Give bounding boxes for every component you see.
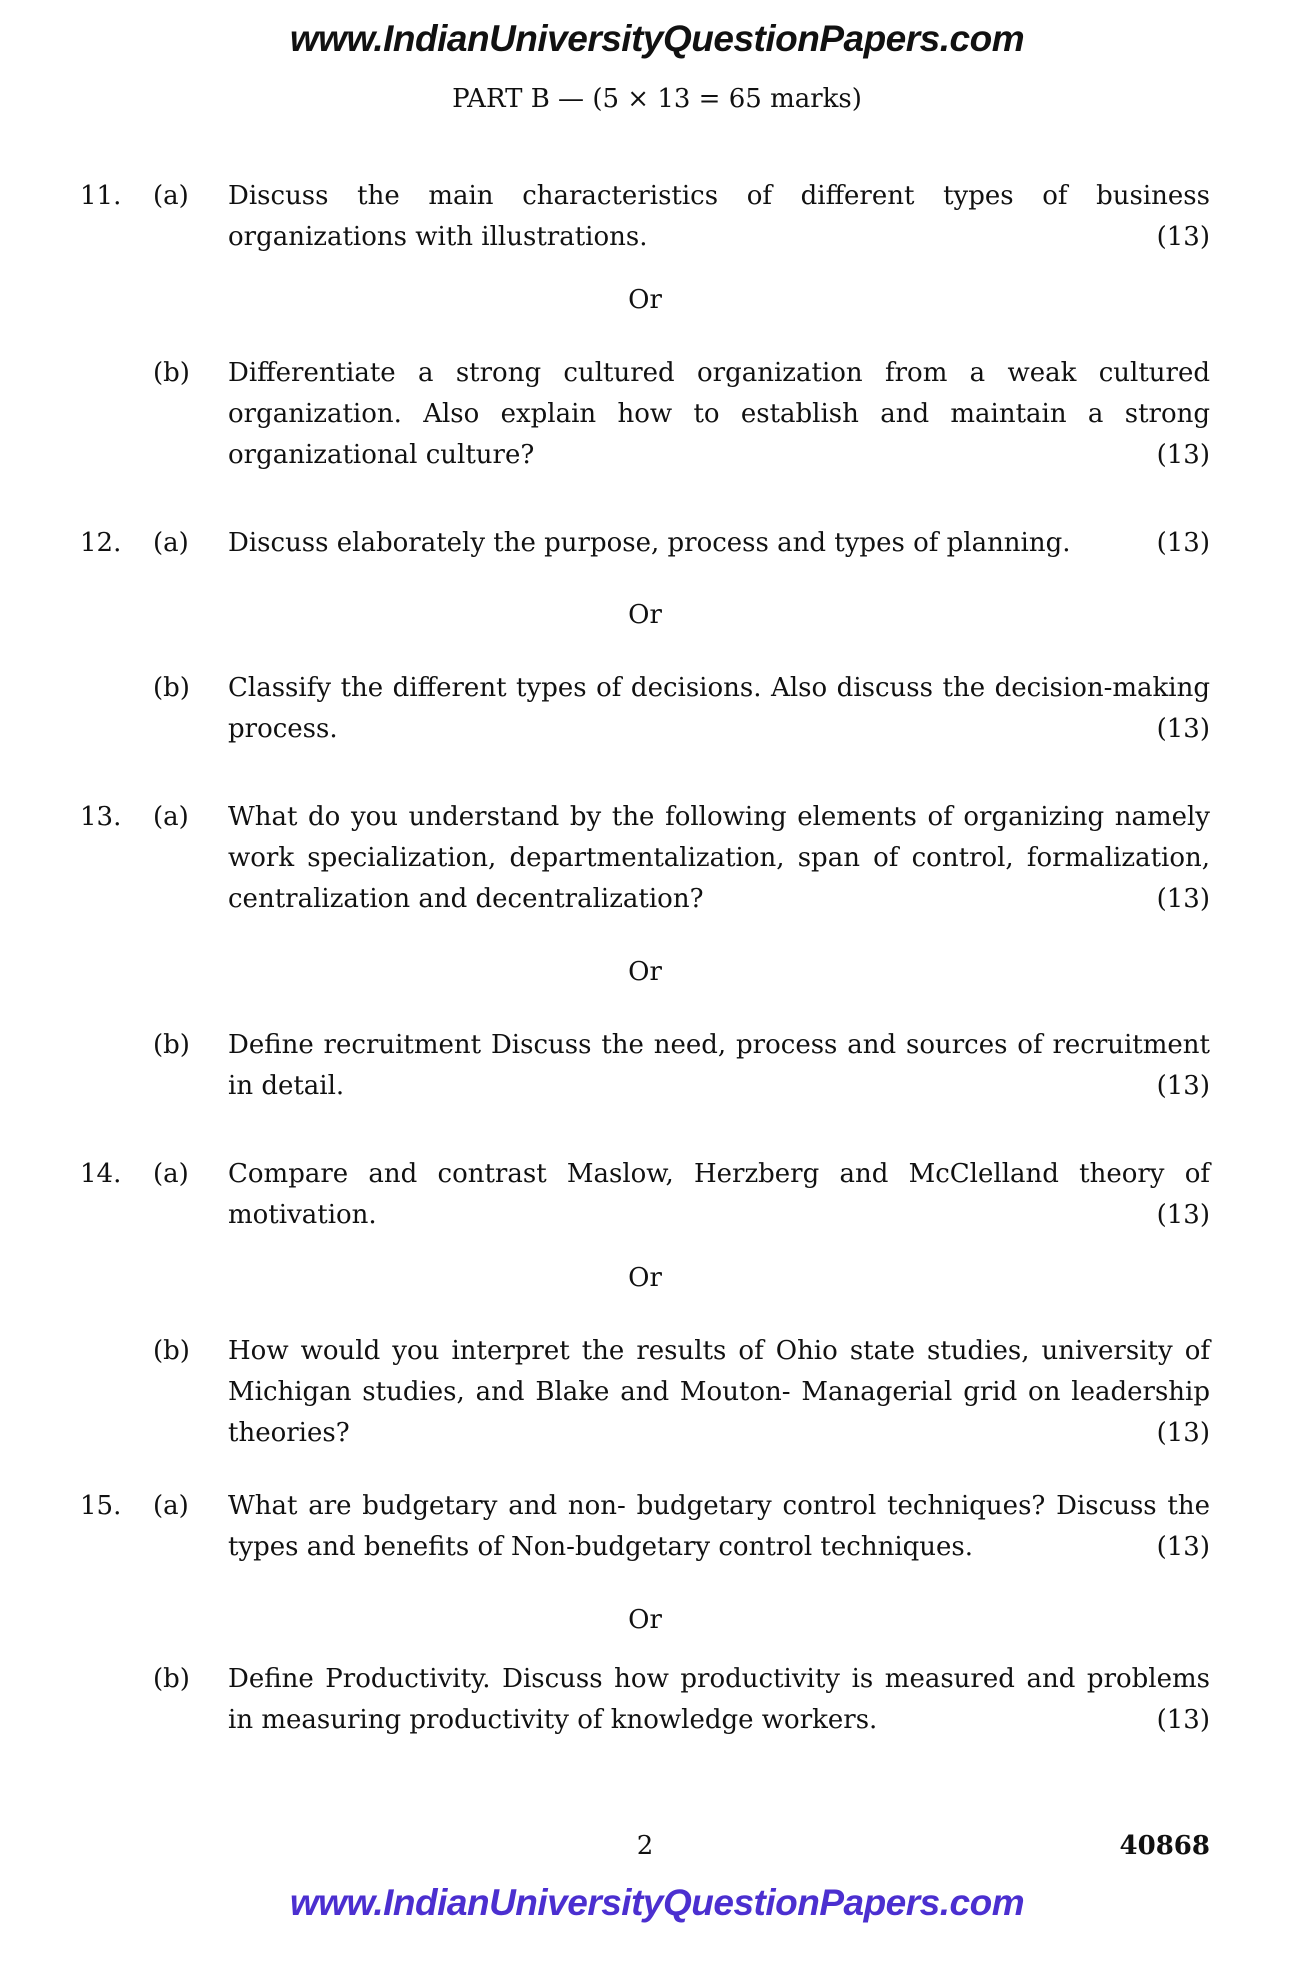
question-marks: (13) [1156, 1418, 1210, 1448]
question-text [228, 1154, 1210, 1236]
question-line: organizations with illustrations. [228, 222, 648, 252]
question-line: process. [228, 714, 338, 744]
question-line: Define Productivity. Discuss how productivity is measured and problems [228, 1664, 1210, 1694]
question-marks: (13) [1156, 884, 1210, 914]
question-number: 15. [80, 1491, 122, 1521]
question-text [228, 1486, 1210, 1568]
or-separator: Or [628, 285, 662, 315]
or-separator: Or [628, 957, 662, 987]
or-separator: Or [628, 600, 662, 630]
question-label: (a) [153, 802, 189, 832]
question-line: Compare and contrast Maslow, Herzberg and McClelland theory of [228, 1159, 1210, 1189]
question-label: (a) [153, 1159, 189, 1189]
question-label: (b) [153, 358, 190, 388]
question-label: (a) [153, 1491, 189, 1521]
question-text [228, 668, 1210, 750]
watermark-bottom: www.IndianUniversityQuestionPapers.com [289, 1882, 1025, 1923]
question-line: motivation. [228, 1200, 377, 1230]
question-line: Michigan studies, and Blake and Mouton- Managerial grid on leadership [228, 1377, 1210, 1407]
question-text [228, 353, 1210, 476]
question-number: 13. [80, 802, 122, 832]
question-line: Differentiate a strong cultured organization from a weak cultured [228, 358, 1210, 388]
question-line: Discuss the main characteristics of different types of business [228, 181, 1210, 211]
question-text [228, 1331, 1210, 1454]
question-line: organizational culture? [228, 440, 535, 470]
or-separator: Or [628, 1263, 662, 1293]
part-title: PART B — (5 × 13 = 65 marks) [452, 84, 862, 114]
question-marks: (13) [1156, 528, 1210, 558]
question-line: work specialization, departmentalization, span of control, formalization, [228, 843, 1210, 873]
question-label: (b) [153, 673, 190, 703]
question-label: (a) [153, 528, 189, 558]
question-line: in detail. [228, 1071, 345, 1101]
question-text [228, 176, 1210, 258]
question-text [228, 1025, 1210, 1107]
question-marks: (13) [1156, 1200, 1210, 1230]
question-line: What do you understand by the following elements of organizing namely [228, 802, 1210, 832]
question-label: (a) [153, 181, 189, 211]
question-line: centralization and decentralization? [228, 884, 704, 914]
question-line: theories? [228, 1418, 350, 1448]
question-line: types and benefits of Non-budgetary control techniques. [228, 1532, 974, 1562]
question-number: 12. [80, 528, 122, 558]
question-text [228, 797, 1210, 920]
question-marks: (13) [1156, 1071, 1210, 1101]
question-line: What are budgetary and non- budgetary control techniques? Discuss the [228, 1491, 1210, 1521]
question-marks: (13) [1156, 222, 1210, 252]
question-label: (b) [153, 1664, 190, 1694]
question-number: 14. [80, 1159, 122, 1189]
question-label: (b) [153, 1030, 190, 1060]
question-number: 11. [80, 181, 122, 211]
question-marks: (13) [1156, 714, 1210, 744]
question-text [228, 523, 1210, 564]
question-line: Classify the different types of decisions. Also discuss the decision-making [228, 673, 1210, 703]
question-marks: (13) [1156, 440, 1210, 470]
question-line: Discuss elaborately the purpose, process and types of planning. [228, 528, 1071, 558]
question-line: in measuring productivity of knowledge workers. [228, 1705, 878, 1735]
question-label: (b) [153, 1336, 190, 1366]
page-number: 2 [636, 1831, 654, 1861]
question-marks: (13) [1156, 1705, 1210, 1735]
question-line: Define recruitment Discuss the need, process and sources of recruitment [228, 1030, 1210, 1060]
watermark-top: www.IndianUniversityQuestionPapers.com [289, 18, 1025, 59]
paper-code: 40868 [1119, 1831, 1210, 1861]
question-line: organization. Also explain how to establish and maintain a strong [228, 399, 1210, 429]
question-line: How would you interpret the results of Ohio state studies, university of [228, 1336, 1210, 1366]
question-text [228, 1659, 1210, 1741]
question-marks: (13) [1156, 1532, 1210, 1562]
or-separator: Or [628, 1605, 662, 1635]
